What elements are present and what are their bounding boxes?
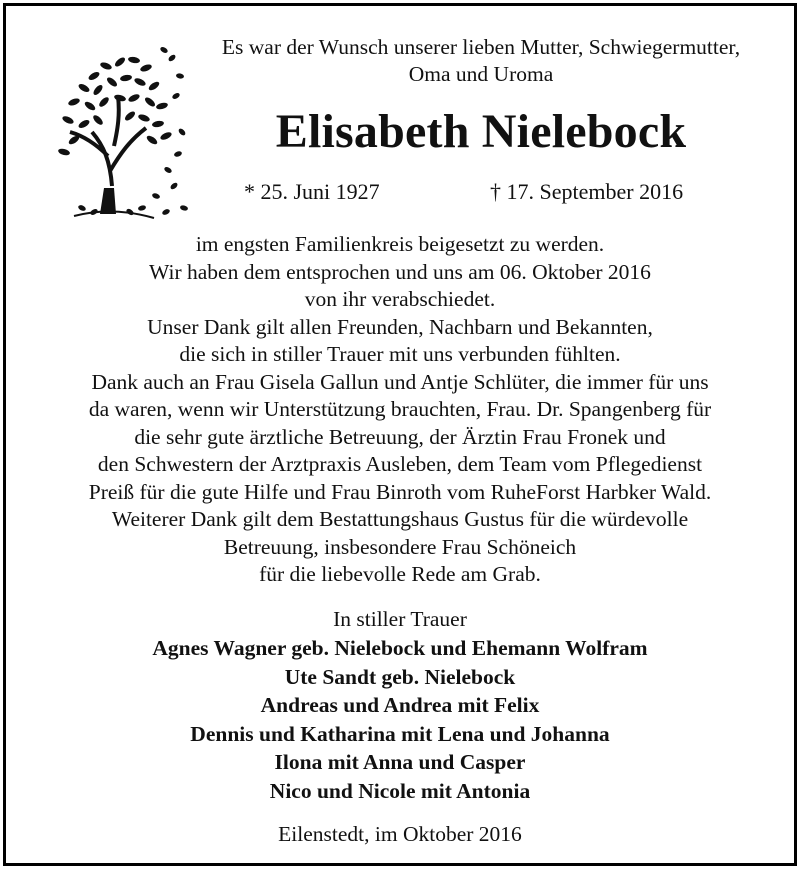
body-line: Betreuung, insbesondere Frau Schöneich bbox=[223, 534, 577, 559]
body-text bbox=[6, 231, 794, 589]
deceased-name: Elisabeth Nielebock bbox=[275, 105, 687, 158]
place-date: Eilenstedt, im Oktober 2016 bbox=[278, 822, 522, 846]
body-line: von ihr verabschiedet. bbox=[304, 287, 496, 311]
body-line: im engsten Familienkreis beigesetzt zu werden. bbox=[195, 232, 605, 256]
body-line: Wir haben dem entsprochen und uns am 06. Oktober 2016 bbox=[149, 259, 651, 284]
tree-with-falling-leaves-icon bbox=[34, 36, 194, 226]
intro-line: Es war der Wunsch unserer lieben Mutter, Schwiegermutter, bbox=[221, 35, 741, 59]
death-date: † 17. September 2016 bbox=[490, 179, 684, 204]
body-line: die sehr gute ärztliche Betreuung, der Ärztin Frau Fronek und bbox=[134, 424, 666, 449]
body-line: da waren, wenn wir Unterstützung brauchten, Frau. Dr. Spangenberg für bbox=[88, 397, 712, 421]
obituary-notice bbox=[3, 3, 797, 866]
body-line: die sich in stiller Trauer mit uns verbunden fühlten. bbox=[179, 342, 621, 366]
body-line: Dank auch an Frau Gisela Gallun und Antje Schlüter, die immer für uns bbox=[91, 369, 709, 394]
mourner-name: Agnes Wagner geb. Nielebock und Ehemann Wolfram bbox=[152, 636, 648, 660]
mourner-name: Dennis und Katharina mit Lena und Johanna bbox=[190, 721, 610, 746]
mourner-list bbox=[6, 634, 794, 805]
body-line: Unser Dank gilt allen Freunden, Nachbarn und Bekannten, bbox=[147, 314, 653, 339]
mourner-name: Andreas und Andrea mit Felix bbox=[260, 693, 540, 717]
intro-line: Oma und Uroma bbox=[408, 62, 554, 86]
mourner-name: Ute Sandt geb. Nielebock bbox=[284, 664, 516, 689]
mourning-heading: In stiller Trauer bbox=[333, 607, 467, 631]
mourner-name: Nico und Nicole mit Antonia bbox=[269, 778, 531, 803]
mourner-name: Ilona mit Anna und Casper bbox=[274, 750, 526, 774]
birth-date: * 25. Juni 1927 bbox=[244, 179, 380, 204]
intro-text bbox=[171, 34, 791, 88]
body-line: Weiterer Dank gilt dem Bestattungshaus Gustus für die würdevolle bbox=[111, 507, 689, 531]
body-line: den Schwestern der Arztpraxis Ausleben, dem Team vom Pflegedienst bbox=[97, 452, 703, 476]
body-line: für die liebevolle Rede am Grab. bbox=[259, 562, 541, 586]
body-line: Preiß für die gute Hilfe und Frau Binroth vom RuheForst Harbker Wald. bbox=[88, 479, 712, 504]
